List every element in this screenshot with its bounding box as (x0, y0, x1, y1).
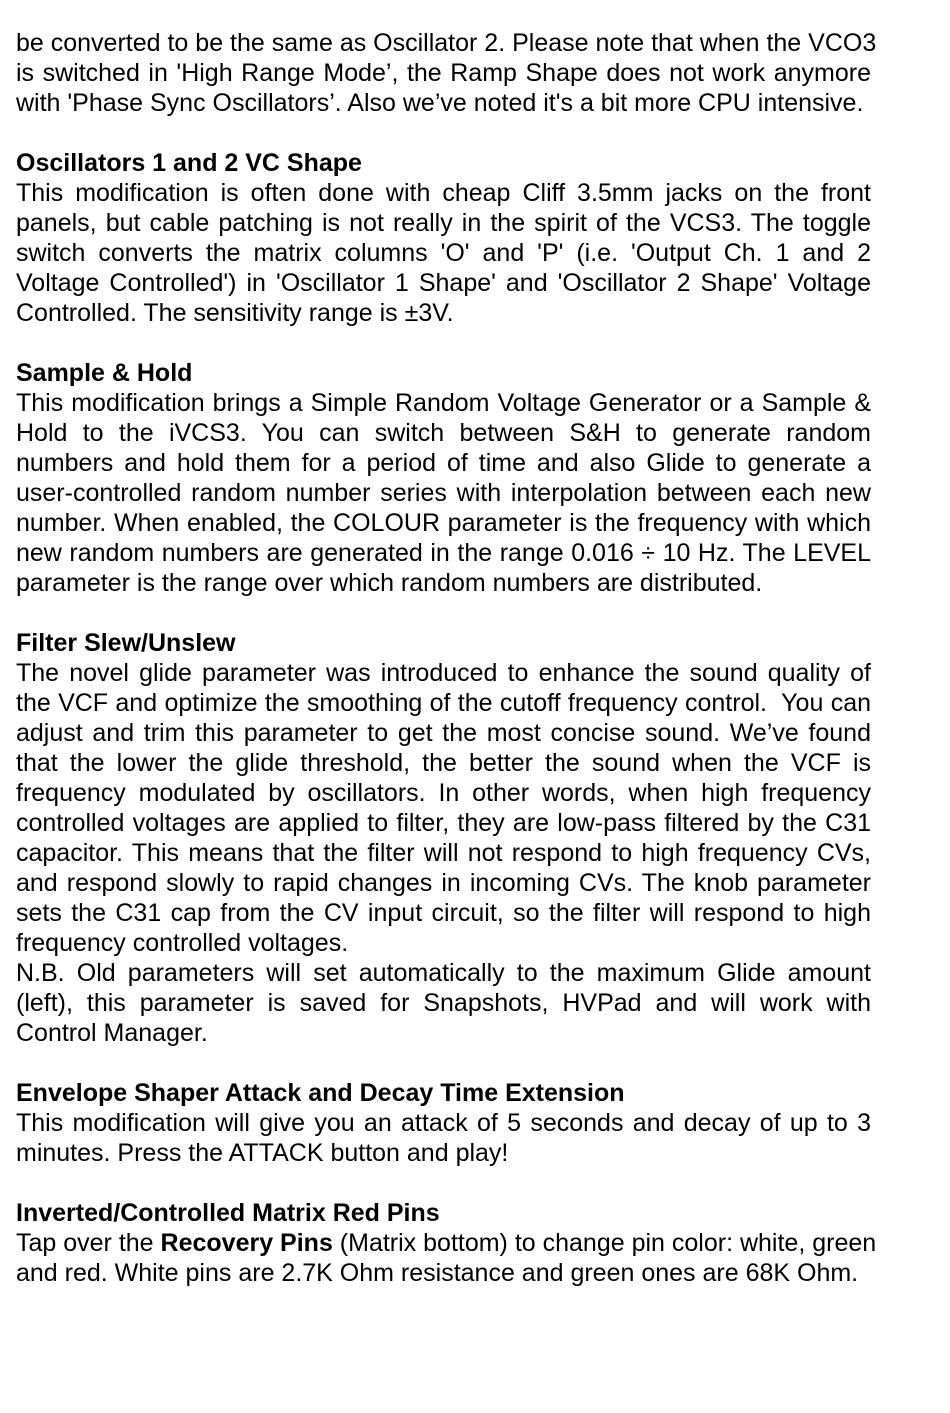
section-heading-filter-slew-unslew: Filter Slew/Unslew (16, 629, 236, 657)
text-line: user-controlled random number series with interpolation between each new (16, 479, 871, 507)
text-line: and respond slowly to rapid changes in incoming CVs. The knob parameter (16, 869, 871, 897)
text-line: minutes. Press the ATTACK button and play! (16, 1139, 509, 1167)
section-paragraph (16, 1228, 877, 1288)
section-filter-slew-unslew (16, 628, 871, 1048)
text-line: This modification will give you an attack of 5 seconds and decay of up to 3 (16, 1109, 871, 1137)
text-line: This modification is often done with cheap Cliff 3.5mm jacks on the front (16, 179, 871, 207)
section-paragraph (16, 658, 871, 958)
section-heading-inverted-controlled-matrix-red-pins: Inverted/Controlled Matrix Red Pins (16, 1199, 440, 1227)
text-line: (left), this parameter is saved for Snapshots, HVPad and will work with (16, 989, 871, 1017)
text-line: Hold to the iVCS3. You can switch between S&H to generate random (16, 419, 871, 447)
section-paragraph (16, 178, 871, 328)
text-line: switch converts the matrix columns 'O' and 'P' (i.e. 'Output Ch. 1 and 2 (16, 239, 871, 267)
text-line: with 'Phase Sync Oscillators’. Also we’ve noted it's a bit more CPU intensive. (16, 89, 864, 117)
nb-paragraph (16, 958, 871, 1048)
text-line: is switched in 'High Range Mode’, the Ramp Shape does not work anymore (16, 59, 871, 87)
section-envelope-shaper-attack-decay (16, 1078, 871, 1168)
text-line: N.B. Old parameters will set automatically to the maximum Glide amount (16, 959, 871, 987)
text-line: parameter is the range over which random numbers are distributed. (16, 569, 763, 597)
page-text-column (16, 28, 877, 1288)
section-inverted-controlled-matrix-red-pins (16, 1198, 877, 1288)
text-line: the VCF and optimize the smoothing of the cutoff frequency control. You can (16, 689, 871, 717)
section-paragraph (16, 388, 871, 598)
intro-paragraph (16, 28, 877, 118)
text-line: frequency controlled voltages. (16, 929, 349, 957)
text-line: numbers and hold them for a period of time and also Glide to generate a (16, 449, 871, 477)
text-line: Voltage Controlled') in 'Oscillator 1 Shape' and 'Oscillator 2 Shape' Voltage (16, 269, 871, 297)
text-line: Control Manager. (16, 1019, 208, 1047)
text-line: that the lower the glide threshold, the better the sound when the VCF is (16, 749, 871, 777)
text-line: frequency modulated by oscillators. In other words, when high frequency (16, 779, 871, 807)
text-line (16, 1228, 877, 1258)
text-line: capacitor. This means that the filter will not respond to high frequency CVs, (16, 839, 871, 867)
section-heading-oscillators-1-and-2-vc-shape: Oscillators 1 and 2 VC Shape (16, 149, 362, 177)
section-heading-envelope-shaper-attack-decay: Envelope Shaper Attack and Decay Time Extension (16, 1079, 625, 1107)
text-line: panels, but cable patching is not really in the spirit of the VCS3. The toggle (16, 209, 871, 237)
section-oscillators-1-and-2-vc-shape (16, 148, 871, 328)
text-line: adjust and trim this parameter to get the most concise sound. We’ve found (16, 719, 871, 747)
text-line: This modification brings a Simple Random Voltage Generator or a Sample & (16, 389, 871, 417)
text-line: new random numbers are generated in the range 0.016 ÷ 10 Hz. The LEVEL (16, 539, 871, 567)
text-line: The novel glide parameter was introduced to enhance the sound quality of (16, 659, 871, 687)
text-line: number. When enabled, the COLOUR parameter is the frequency with which (16, 509, 871, 537)
section-sample-and-hold (16, 358, 871, 598)
text-line: sets the C31 cap from the CV input circuit, so the filter will respond to high (16, 899, 871, 927)
text-line: be converted to be the same as Oscillator 2. Please note that when the VCO3 (16, 29, 877, 57)
text-run: (Matrix bottom) to change pin color: white, green (332, 1229, 877, 1257)
text-run: Tap over the (16, 1229, 161, 1257)
bold-text-recovery-pins: Recovery Pins (160, 1229, 333, 1257)
section-paragraph (16, 1108, 871, 1168)
section-heading-sample-and-hold: Sample & Hold (16, 359, 193, 387)
text-line: and red. White pins are 2.7K Ohm resistance and green ones are 68K Ohm. (16, 1259, 859, 1287)
text-line: controlled voltages are applied to filter, they are low-pass filtered by the C31 (16, 809, 871, 837)
text-line: Controlled. The sensitivity range is ±3V. (16, 299, 454, 327)
